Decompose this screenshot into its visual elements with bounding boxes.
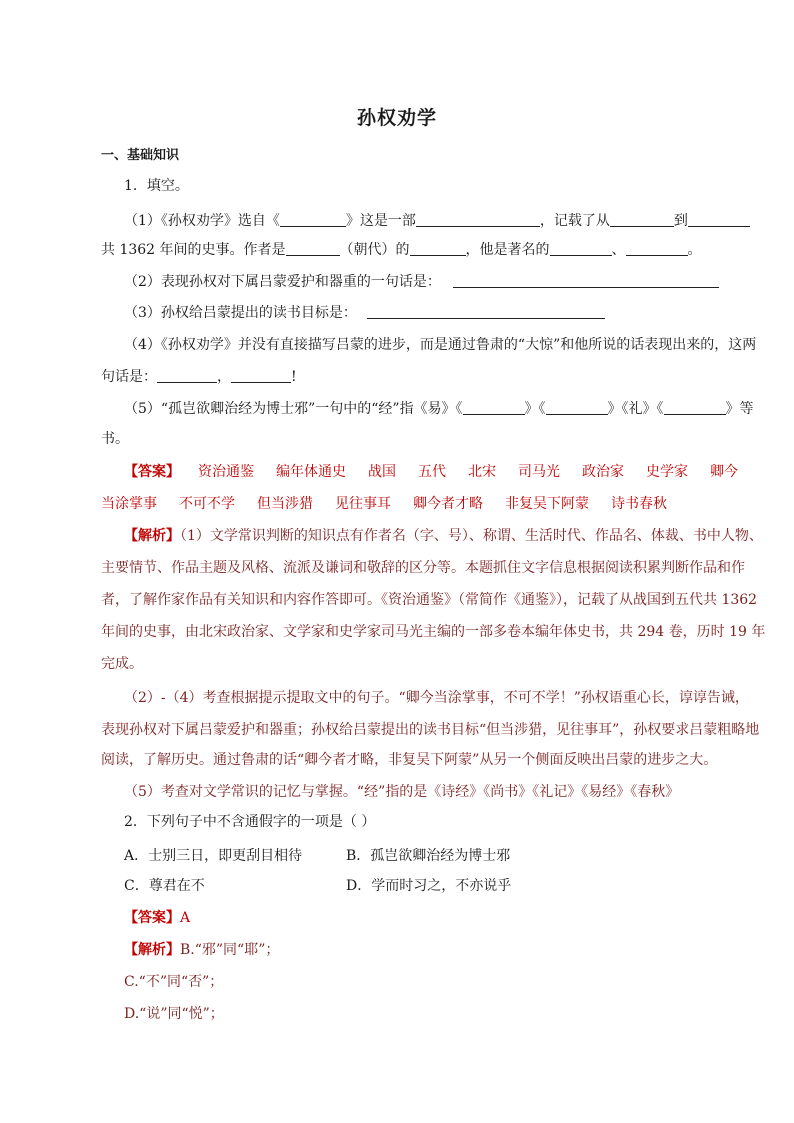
answer-label: 【答案】 [124,464,180,480]
q1-analysis2-line1: （2）-（4）考查根据提示提取文中的句子。“卿今当涂掌事，不可不学！”孙权语重心长，谆谆告诫， [124,690,749,706]
q2-analysis-d: D.“说”同“悦”； [124,1006,224,1022]
question-2-stem: 2．下列句子中不含通假字的一项是（ ） [124,814,376,830]
analysis-label: 【解析】 [124,942,180,958]
q2-analysis-b: 【解析】B.“邪”同“耶”； [124,942,280,958]
q1-analysis2-line2: 表现孙权对下属吕蒙爱护和器重；孙权给吕蒙提出的读书目标“但当涉猎，见往事耳”，孙权要求吕蒙粗略地 [101,722,760,738]
option-d: D．学而时习之，不亦说乎 [346,878,512,894]
answer-blank [626,241,688,256]
q1-part2: （2）表现孙权对下属吕蒙爱护和器重的一句话是： [124,272,724,292]
section-heading: 一、基础知识 [101,148,180,163]
q1-part1-line2: 共 1362 年间的史事。作者是 （朝代）的 ，他是著名的 、 。 [101,242,702,258]
q2-answer: 【答案】A [124,910,191,926]
option-b: B．孤岂欲卿治经为博士邪 [346,848,511,864]
answer-blank [280,212,346,227]
q1-answer-line1: 【答案】 资治通鉴 编年体通史 战国 五代 北宋 司马光 政治家 史学家 卿今 [124,464,738,480]
answer-blank [664,400,726,415]
q1-analysis1-line1: 【解析】（1）文学常识判断的知识点有作者名（字、号）、称谓、生活时代、作品名、体裁、书中人物、 [124,528,763,544]
answer-blank [157,368,217,383]
page-title: 孙权劝学 [356,107,437,129]
q1-part4-line1: （4）《孙权劝学》并没有直接描写吕蒙的进步，而是通过鲁肃的“大惊”和他所说的话表现出来的，这两 [124,337,757,353]
q2-options-row1 [124,846,724,866]
q1-answer-line2: 当涂掌事 不可不学 但当涉猎 见往事耳 卿今者才略 非复吴下阿蒙 诗书春秋 [101,496,667,512]
answer-blank [367,304,605,319]
answer-blank [416,212,540,227]
answer-blank [231,368,291,383]
q1-part1-line1: （1）《孙权劝学》选自《 》这是一部 ，记载了从 到 [124,211,724,231]
q1-analysis3: （5）考查对文学常识的记忆与掌握。“经”指的是《诗经》《尚书》《礼记》《易经》《春秋》 [124,784,680,800]
answer-blank [286,241,340,256]
q1-analysis2-line3: 阅读，了解历史。通过鲁肃的话“卿今者才略，非复吴下阿蒙”从另一个侧面反映出吕蒙的进步之大。 [101,752,718,768]
option-c: C．尊君在不 [124,878,205,894]
answer-blank [688,212,750,227]
answer-blank [550,241,612,256]
answer-blank [610,212,674,227]
q1-analysis1-line5: 完成。 [101,656,143,672]
q1-part5-line2: 书。 [101,431,129,447]
q1-part5-line1: （5）“孤岂欲卿治经为博士邪”一句中的“经”指《易》《 》《 》《礼》《 》等 [124,401,754,417]
q1-analysis1-line2: 主要情节、作品主题及风格、流派及谦词和敬辞的区分等。本题抓住文字信息根据阅读积累判断作品和作 [101,560,745,576]
question-1-stem: 1．填空。 [124,178,189,194]
answer-blank [410,241,466,256]
answer-blank [453,273,719,288]
analysis-label: 【解析】 [124,528,180,544]
q2-analysis-c: C.“不”同“否”； [124,974,224,990]
answer-blank [463,400,525,415]
q1-analysis1-line3: 者，了解作家作品有关知识和内容作答即可。《资治通鉴》（常简作《通鉴》），记载了从战国到五代共 1362 [101,592,758,608]
answer-label: 【答案】 [124,910,180,926]
q1-analysis1-line4: 年间的史事，由北宋政治家、文学家和史学家司马光主编的一部多卷本编年体史书，共 294 卷，历时 19 年 [101,624,766,640]
option-a: A．士别三日，即更刮目相待 [124,848,303,864]
answer-blank [546,400,608,415]
q1-part3: （3）孙权给吕蒙提出的读书目标是： [124,303,724,323]
q2-options-row2 [124,876,724,896]
q1-part4-line2: 句话是： ， ! [101,369,297,385]
